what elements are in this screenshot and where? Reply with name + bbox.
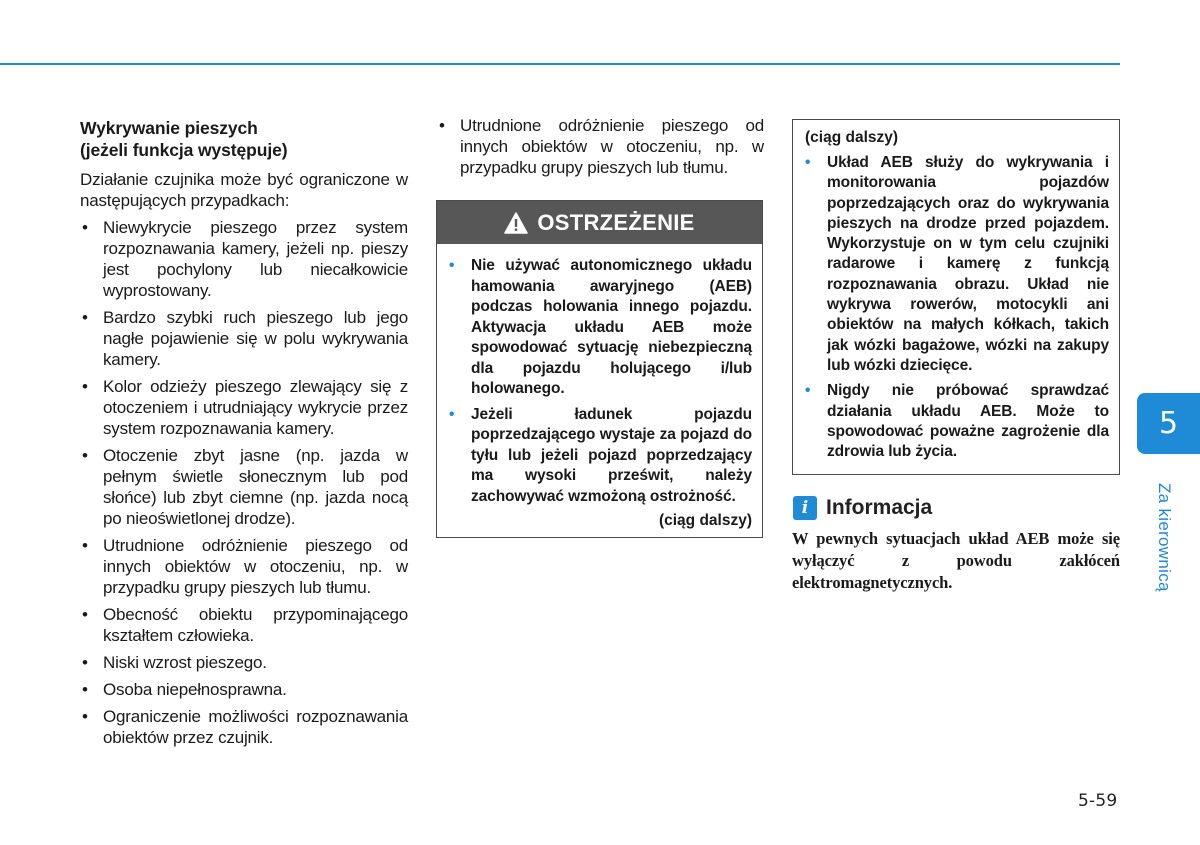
limitation-list xyxy=(80,217,408,748)
continuation-list xyxy=(805,153,1109,462)
info-header xyxy=(793,496,932,520)
continuation-box xyxy=(792,119,1120,475)
warning-item: • Nie używać autonomicznego układu hamowania awaryjnego (AEB) podczas holowania innego pojazdu. Aktywacja układu AEB może spowodować sytuację niebezpieczną dla pojazdu holującego i/lub holowanego. xyxy=(449,257,752,397)
continuation-head: (ciąg dalszy) xyxy=(805,129,899,146)
warning-title: OSTRZEŻENIE xyxy=(537,209,695,235)
section-heading: Wykrywanie pieszych (jeżeli funkcja występuje) xyxy=(80,118,288,160)
list-item: • Bardzo szybki ruch pieszego lub jego nagłe pojawienie się w polu wykrywania kamery. xyxy=(82,308,408,369)
list-item: • Kolor odzieży pieszego zlewający się z otoczeniem i utrudniający wykrycie przez system rozpoznawania kamery. xyxy=(82,377,408,438)
list-item: • Niski wzrost pieszego. xyxy=(82,653,267,672)
list-item: • Otoczenie zbyt jasne (np. jazda w pełnym świetle słonecznym lub pod słońce) lub zbyt ciemne (np. jazda nocą po nieoświetlonej drodze). xyxy=(82,446,408,528)
warning-continued: (ciąg dalszy) xyxy=(658,512,752,529)
top-rule xyxy=(0,63,1120,65)
list-item: • Osoba niepełnosprawna. xyxy=(82,680,287,699)
warning-item: • Jeżeli ładunek pojazdu poprzedzającego wystaje za pojazd do tyłu lub jeżeli pojazd poprzedzający ma wysoki prześwit, należy zachowywać wzmożoną ostrożność. xyxy=(449,405,752,505)
page-number: 5-59 xyxy=(1078,791,1118,811)
list-item: • Obecność obiektu przypominającego kształtem człowieka. xyxy=(82,605,408,645)
continuation-item: • Nigdy nie próbować sprawdzać działania układu AEB. Może to spowodować poważne zagrożenie dla zdrowia lub życia. xyxy=(805,382,1109,461)
list-item: • Niewykrycie pieszego przez system rozpoznawania kamery, jeżeli np. pieszy jest pochylony lub niecałkowicie wyprostowany. xyxy=(82,218,408,300)
section-intro: Działanie czujnika może być ograniczone w następujących przypadkach: xyxy=(80,170,408,210)
column-left xyxy=(80,115,408,754)
warning-box xyxy=(436,200,763,538)
info-title: Informacja xyxy=(826,496,933,519)
list-item: • Ograniczenie możliwości rozpoznawania obiektów przez czujnik. xyxy=(82,707,408,747)
column-middle xyxy=(437,115,764,184)
chapter-label: Za kierownicą xyxy=(1155,483,1174,592)
list-item: • Utrudnione odróżnienie pieszego od innych obiektów w otoczeniu, np. w przypadku grupy pieszych lub tłumu. xyxy=(439,116,764,177)
continuation-item: • Układ AEB służy do wykrywania i monitorowania pojazdów poprzedzających oraz do wykrywania pieszych na drodze przed pojazdem. Wykorzystuje on w tym celu czujniki radarowe i kamerę z funkcją rozpoznawania obrazu. Układ nie wykrywa rowerów, motocykli ani obiektów na małych kółkach, takich jak wózki bagażowe, wózki na zakupy lub wózki dziecięce. xyxy=(805,154,1109,374)
chapter-tab: 5 xyxy=(1137,393,1200,454)
info-icon: i xyxy=(793,496,817,520)
info-text: W pewnych sytuacjach układ AEB może się wyłączyć z powodu zakłóceń elektromagnetycznych. xyxy=(792,529,1120,592)
warning-list xyxy=(437,244,762,507)
list-item: • Utrudnione odróżnienie pieszego od innych obiektów w otoczeniu, np. w przypadku grupy pieszych lub tłumu. xyxy=(82,536,408,597)
warning-triangle-icon xyxy=(504,212,528,234)
warning-header xyxy=(437,201,762,244)
